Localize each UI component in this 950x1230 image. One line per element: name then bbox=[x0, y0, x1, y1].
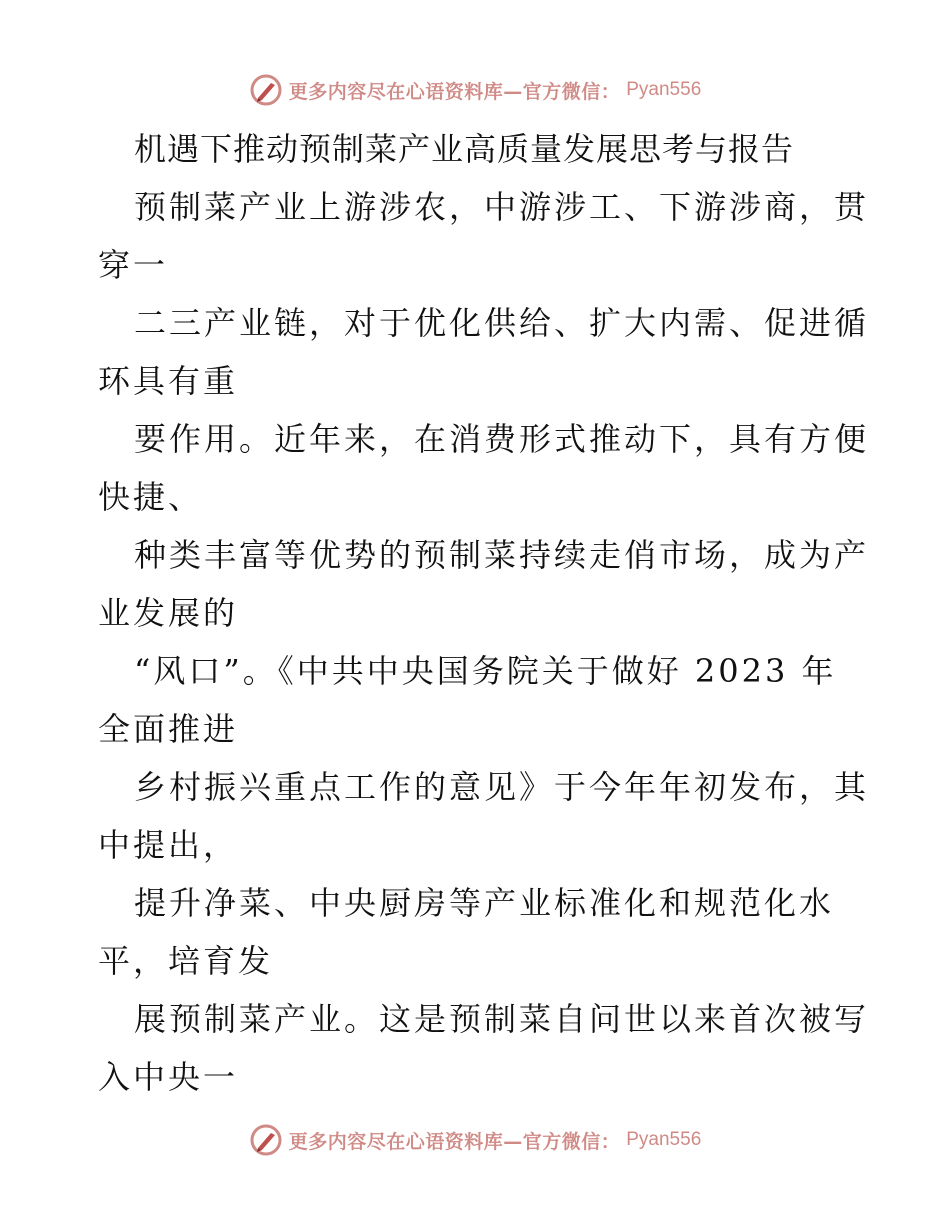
pen-logo-icon bbox=[249, 1123, 283, 1157]
document-title: 机遇下推动预制菜产业高质量发展思考与报告 bbox=[134, 130, 795, 168]
line-text: 种类丰富等优势的预制菜持续走俏市场，成为产 bbox=[134, 536, 870, 574]
paragraph-line-2 bbox=[98, 294, 870, 410]
line-wrap-text: 穿一 bbox=[98, 246, 169, 284]
paragraph-line-3 bbox=[98, 410, 870, 526]
line-wrap-text: 业发展的 bbox=[98, 594, 239, 632]
line-text: 展预制菜产业。这是预制菜自问世以来首次被写 bbox=[134, 1000, 870, 1038]
line-wrap-text: 全面推进 bbox=[98, 710, 239, 748]
line-text: 预制菜产业上游涉农，中游涉工、下游涉商，贯 bbox=[134, 188, 870, 226]
watermark-wechat-id: Pyan556 bbox=[626, 79, 702, 100]
watermark-text: 更多内容尽在心语资料库—官方微信： bbox=[288, 80, 621, 103]
line-wrap-text: 入中央一 bbox=[98, 1058, 239, 1096]
line-text: 提升净菜、中央厨房等产业标准化和规范化水 bbox=[134, 884, 835, 922]
line-text: “风口”。《中共中央国务院关于做好 2023 年 bbox=[134, 652, 837, 690]
line-text: 乡村振兴重点工作的意见》于今年年初发布，其 bbox=[134, 768, 870, 806]
paragraph-line-5 bbox=[98, 642, 858, 758]
header-watermark bbox=[0, 70, 950, 110]
paragraph-line-4 bbox=[98, 526, 870, 642]
watermark-text: 更多内容尽在心语资料库—官方微信： bbox=[288, 1130, 621, 1153]
line-wrap-text: 快捷、 bbox=[98, 478, 204, 516]
pen-logo-icon bbox=[249, 73, 283, 107]
line-text: 二三产业链，对于优化供给、扩大内需、促进循 bbox=[134, 304, 870, 342]
paragraph-line-8 bbox=[98, 990, 870, 1106]
document-body bbox=[98, 120, 870, 1106]
paragraph-line-7 bbox=[98, 874, 858, 990]
line-wrap-text: 平，培育发 bbox=[98, 942, 274, 980]
line-text: 要作用。近年来，在消费形式推动下，具有方便 bbox=[134, 420, 870, 458]
paragraph-line-6 bbox=[98, 758, 870, 874]
watermark-wechat-id: Pyan556 bbox=[626, 1129, 702, 1150]
paragraph-line-1 bbox=[98, 178, 870, 294]
line-wrap-text: 中提出， bbox=[98, 826, 239, 864]
line-wrap-text: 环具有重 bbox=[98, 362, 239, 400]
footer-watermark bbox=[0, 1120, 950, 1160]
